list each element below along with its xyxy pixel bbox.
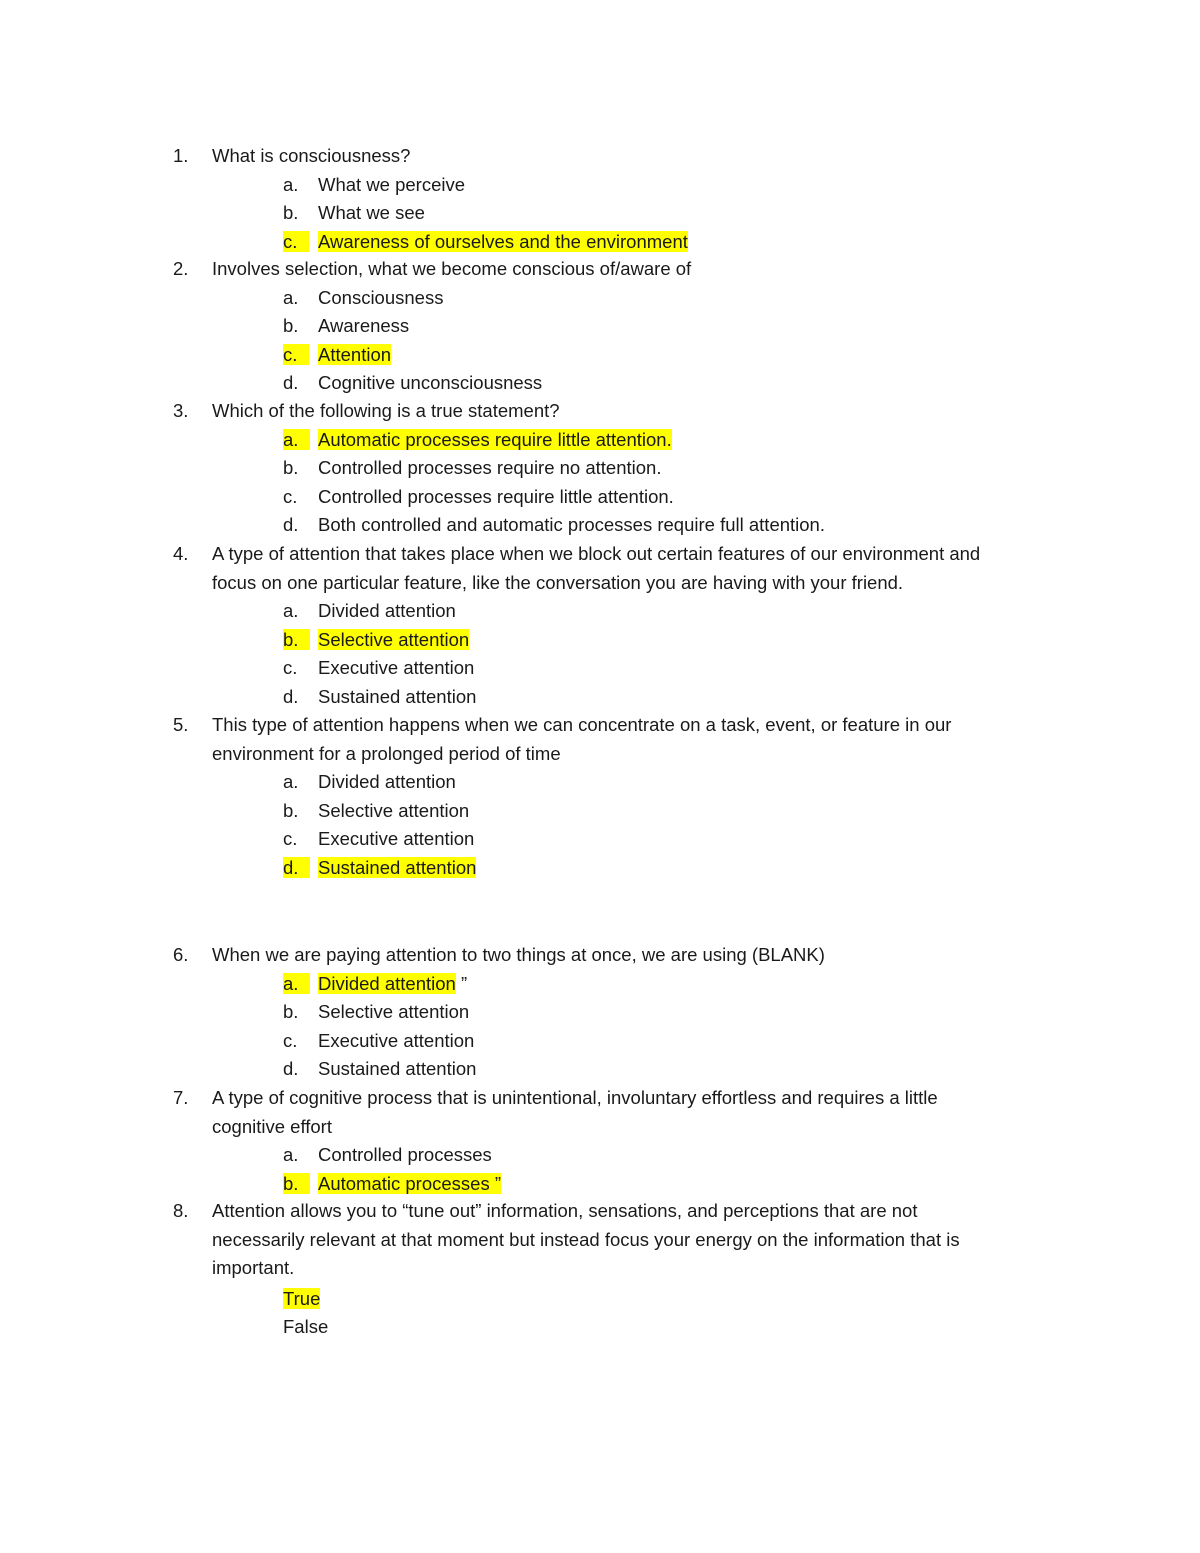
option-letter-text: c. (283, 485, 298, 507)
option-text-text: What we perceive (318, 173, 466, 195)
option-text-text: Selective attention (318, 628, 470, 650)
option-letter-text: d. (283, 685, 299, 707)
option-letter (283, 770, 298, 794)
question-number-text: 5. (173, 714, 189, 735)
option-text (318, 428, 672, 452)
option-letter (283, 173, 298, 197)
question-text (212, 1086, 938, 1110)
option-letter-text: c. (283, 1029, 298, 1051)
option-text (318, 656, 474, 680)
option-text (318, 513, 825, 537)
option-letter-text: c. (283, 344, 309, 365)
option-suffix: ” (455, 972, 468, 994)
option-text-text: Controlled processes (318, 1144, 492, 1165)
question-text-text: A type of attention that takes place when we block out certain features of our environment and (212, 543, 981, 564)
option-text (318, 173, 465, 197)
question-number (173, 1199, 188, 1223)
answer-choice (283, 1287, 320, 1311)
question-text (212, 1228, 960, 1252)
option-text-text: Controlled processes require little attention. (318, 485, 674, 507)
question-number (173, 542, 188, 566)
question-number-text: 6. (173, 944, 189, 965)
option-text-text: Selective attention (318, 1001, 470, 1022)
option-text-text: Attention (318, 343, 392, 365)
answer-choice-text: True (283, 1287, 321, 1309)
option-letter (283, 856, 310, 880)
option-text (318, 1029, 474, 1053)
option-letter-text: b. (283, 1173, 310, 1194)
option-letter (283, 799, 298, 823)
option-letter-text: d. (283, 857, 310, 878)
option-letter-text: d. (283, 372, 299, 393)
option-letter (283, 456, 298, 480)
question-text-text: Involves selection, what we become conscious of/aware of (212, 258, 692, 279)
option-letter (283, 428, 310, 452)
question-number-text: 2. (173, 258, 189, 279)
question-number-text: 7. (173, 1087, 189, 1108)
question-text-text: important. (212, 1257, 295, 1278)
option-letter (283, 972, 310, 996)
option-text-text: Awareness (318, 315, 410, 336)
option-text (318, 371, 542, 395)
question-text-text: When we are paying attention to two things at once, we are using (BLANK) (212, 944, 825, 965)
option-letter (283, 1172, 310, 1196)
option-text (318, 856, 476, 880)
question-text (212, 257, 691, 281)
option-letter (283, 1143, 298, 1167)
option-text-text: Automatic processes require little attention. (318, 428, 672, 450)
option-letter (283, 513, 298, 537)
question-text-text: Which of the following is a true statement? (212, 400, 560, 421)
option-text-text: Sustained attention (318, 685, 477, 707)
option-letter-text: c. (283, 828, 298, 849)
question-text-text: What is consciousness? (212, 145, 411, 166)
question-number-text: 8. (173, 1200, 189, 1221)
option-text (318, 1143, 492, 1167)
option-letter-text: d. (283, 514, 299, 535)
option-letter-text: a. (283, 173, 299, 195)
option-text-text: Sustained attention (318, 1058, 477, 1079)
question-text (212, 1256, 294, 1280)
option-text (318, 456, 661, 480)
option-letter (283, 201, 298, 225)
option-letter (283, 599, 298, 623)
option-letter (283, 628, 310, 652)
question-number (173, 399, 188, 423)
option-letter-text: a. (283, 771, 299, 792)
option-letter-text: b. (283, 315, 299, 336)
option-text-text: What we see (318, 202, 425, 223)
option-text-text: Divided attention (318, 771, 456, 792)
option-letter (283, 286, 298, 310)
question-text (212, 1199, 917, 1223)
option-letter (283, 827, 297, 851)
question-number (173, 713, 188, 737)
question-text (212, 571, 903, 595)
option-text (318, 485, 674, 509)
option-letter (283, 1029, 297, 1053)
option-letter-text: a. (283, 1144, 299, 1165)
option-letter-text: b. (283, 629, 310, 650)
option-text-text: Divided attention (318, 972, 456, 994)
question-number (173, 257, 188, 281)
option-text-text: Selective attention (318, 799, 470, 821)
option-letter-text: b. (283, 799, 299, 821)
option-letter-text: a. (283, 429, 310, 450)
option-letter-text: d. (283, 1058, 299, 1079)
option-text (318, 286, 443, 310)
option-text (318, 343, 391, 367)
option-text (318, 314, 409, 338)
question-text-text: environment for a prolonged period of time (212, 742, 561, 764)
option-letter (283, 371, 298, 395)
option-text (318, 1000, 469, 1024)
question-text-text: Attention allows you to “tune out” information, sensations, and perceptions that are not (212, 1200, 918, 1221)
option-text-text: Executive attention (318, 1029, 475, 1051)
option-letter-text: c. (283, 231, 309, 252)
option-text-text: Executive attention (318, 657, 475, 678)
option-text (318, 972, 467, 996)
option-text-text: Consciousness (318, 286, 444, 308)
option-text (318, 599, 456, 623)
question-text-text: This type of attention happens when we can concentrate on a task, event, or feature in our (212, 714, 952, 735)
answer-choice (283, 1315, 328, 1339)
option-text-text: Automatic processes ” (318, 1172, 502, 1194)
option-text (318, 799, 469, 823)
option-text-text: Executive attention (318, 828, 475, 849)
option-text (318, 1172, 501, 1196)
option-text (318, 628, 469, 652)
option-letter-text: b. (283, 457, 299, 478)
question-text-text: necessarily relevant at that moment but instead focus your energy on the information that is (212, 1228, 960, 1250)
option-letter-text: b. (283, 202, 299, 223)
option-text (318, 1057, 476, 1081)
question-number (173, 943, 188, 967)
option-text-text: Divided attention (318, 600, 456, 621)
option-letter (283, 1057, 298, 1081)
option-letter-text: a. (283, 973, 310, 994)
question-text (212, 943, 825, 967)
question-text (212, 1115, 332, 1139)
option-text-text: Controlled processes require no attention. (318, 457, 662, 478)
option-text (318, 230, 688, 254)
option-letter-text: c. (283, 657, 298, 678)
answer-choice-text: False (283, 1316, 329, 1337)
question-number-text: 1. (173, 145, 189, 166)
option-text-text: Awareness of ourselves and the environment (318, 230, 688, 252)
question-text (212, 542, 980, 566)
option-letter (283, 656, 297, 680)
option-text (318, 201, 425, 225)
question-text (212, 399, 560, 423)
option-letter-text: a. (283, 600, 299, 621)
option-letter-text: b. (283, 1001, 299, 1022)
question-text-text: A type of cognitive process that is unintentional, involuntary effortless and requires a little (212, 1087, 938, 1108)
option-text (318, 685, 476, 709)
question-number (173, 144, 188, 168)
option-letter (283, 1000, 298, 1024)
question-text (212, 742, 561, 766)
option-text-text: Cognitive unconsciousness (318, 372, 543, 393)
question-text-text: focus on one particular feature, like the conversation you are having with your friend. (212, 571, 904, 593)
option-text-text: Both controlled and automatic processes require full attention. (318, 514, 825, 535)
option-text (318, 770, 456, 794)
question-number (173, 1086, 188, 1110)
option-letter (283, 685, 298, 709)
option-letter (283, 230, 309, 254)
question-text (212, 713, 951, 737)
question-text-text: cognitive effort (212, 1115, 332, 1137)
question-number-text: 3. (173, 400, 189, 421)
option-letter-text: a. (283, 286, 299, 308)
option-text-text: Sustained attention (318, 856, 477, 878)
question-number-text: 4. (173, 543, 189, 564)
option-letter (283, 485, 297, 509)
option-letter (283, 314, 298, 338)
option-letter (283, 343, 309, 367)
option-text (318, 827, 474, 851)
question-text (212, 144, 410, 168)
